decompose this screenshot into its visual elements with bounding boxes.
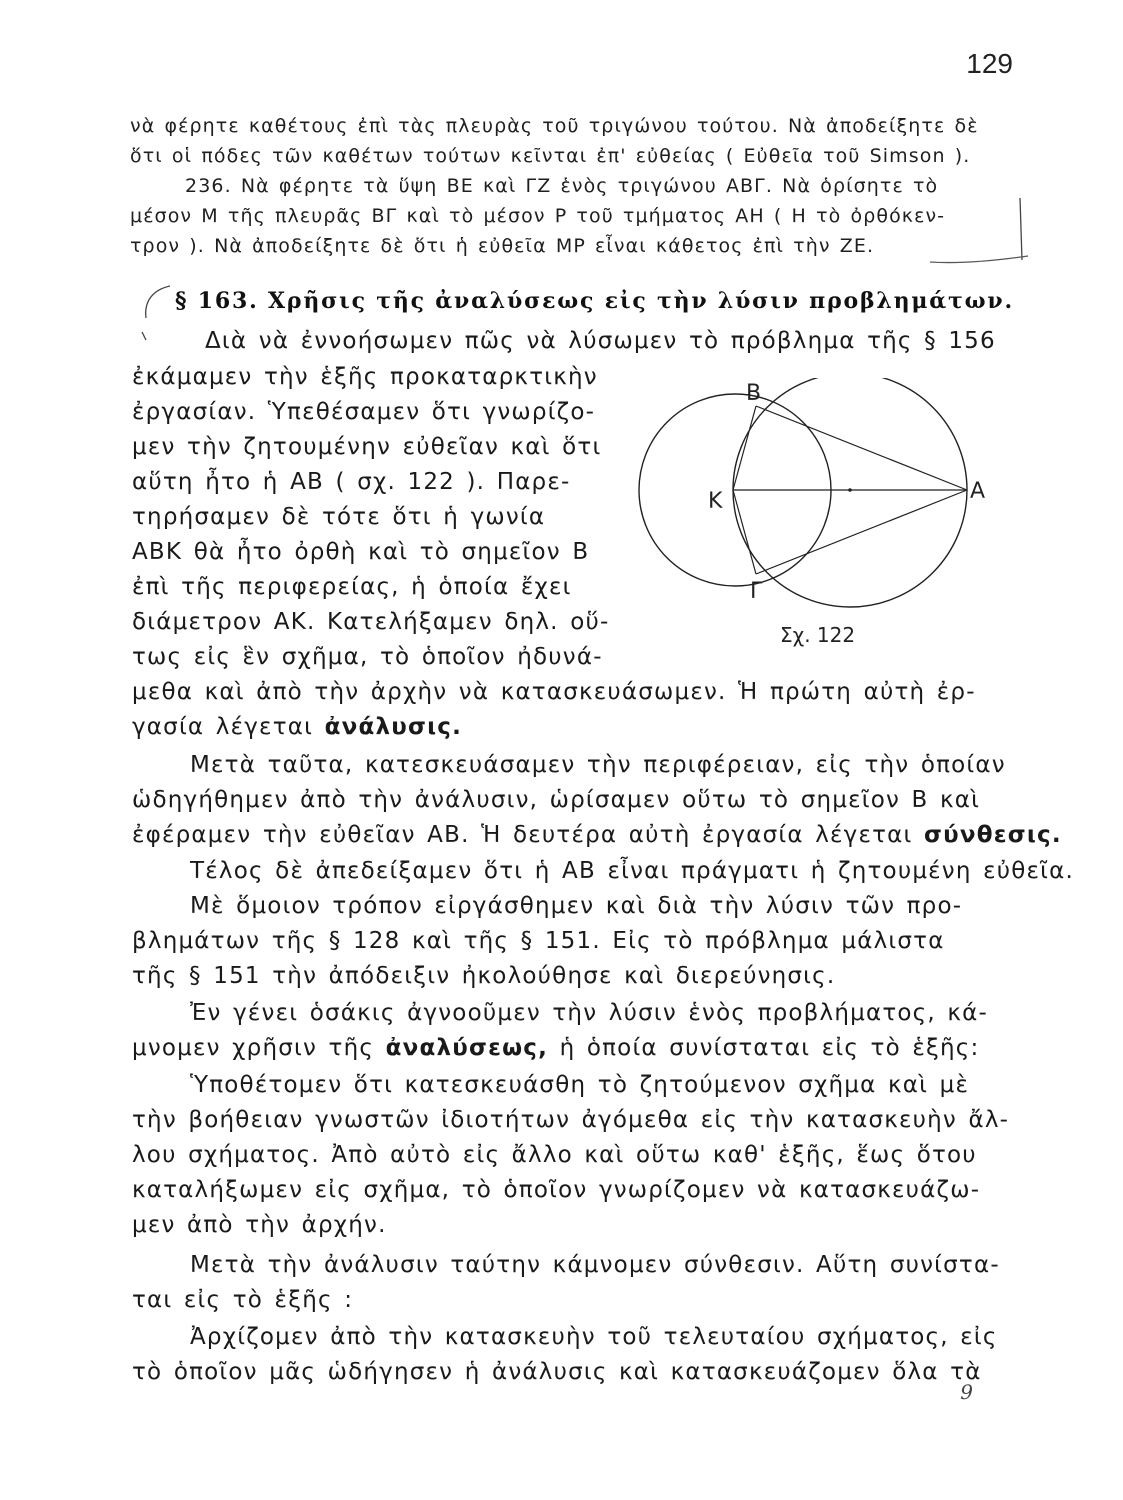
exercise-line: ὅτι οἱ πόδες τῶν καθέτων τούτων κεῖνται ἐπ' εὐθείας ( Εὐθεῖα τοῦ Simson ). (130, 145, 971, 167)
body-line: ὡδηγήθημεν ἀπὸ τὴν ἀνάλυσιν, ὡρίσαμεν οὕτω τὸ σημεῖον Β καὶ (132, 787, 981, 813)
body-line: διάμετρον ΑΚ. Κατελήξαμεν δηλ. οὕ- (132, 609, 610, 635)
folio-mark: 9 (960, 1380, 973, 1404)
general-prefix: μνομεν χρῆσιν τῆς (132, 1035, 375, 1061)
center-point (848, 488, 852, 492)
label-a: Α (970, 479, 986, 504)
body-line: Μετὰ τὴν ἀνάλυσιν ταύτην κάμνομεν σύνθεσιν. Αὕτη συνίστα- (190, 1252, 1000, 1278)
exercise-line: τρον ). Νὰ ἀποδείξητε δὲ ὅτι ἡ εὐθεῖα ΜΡ εἶναι κάθετος ἐπὶ τὴν ΖΕ. (130, 235, 875, 257)
body-line: αὕτη ἦτο ἡ ΑΒ ( σχ. 122 ). Παρε- (132, 469, 571, 495)
body-line: Διὰ νὰ ἐννοήσωμεν πῶς νὰ λύσωμεν τὸ πρόβλημα τῆς § 156 (205, 328, 996, 354)
label-k: Κ (708, 489, 723, 514)
body-line: καταλήξωμεν εἰς σχῆμα, τὸ ὁποῖον γνωρίζομεν νὰ κατασκευάζω- (132, 1177, 981, 1203)
synthesis-prefix: ἐφέραμεν τὴν εὐθεῖαν ΑΒ. Ἡ δευτέρα αὐτὴ ἐργασία λέγεται (132, 822, 913, 848)
analysis-prefix: γασία λέγεται (132, 714, 314, 740)
figure-122 (632, 378, 1012, 658)
body-line: μεν τὴν ζητουμένην εὐθεῖαν καὶ ὅτι (132, 434, 602, 460)
body-line (132, 820, 1062, 850)
label-g: Γ (750, 579, 763, 604)
body-line (132, 712, 462, 742)
line-kg (733, 490, 756, 574)
body-line: Τέλος δὲ ἀπεδείξαμεν ὅτι ἡ ΑΒ εἶναι πράγματι ἡ ζητουμένη εὐθεῖα. (190, 858, 1075, 884)
figure-caption: Σχ. 122 (780, 623, 856, 647)
body-line: Ἀρχίζομεν ἀπὸ τὴν κατασκευὴν τοῦ τελευταίου σχήματος, εἰς (190, 1324, 998, 1350)
page-number: 129 (966, 48, 1013, 79)
body-line: τῆς § 151 τὴν ἀπόδειξιν ἠκολούθησε καὶ διερεύνησις. (132, 963, 836, 989)
body-line: τηρήσαμεν δὲ τότε ὅτι ἡ γωνία (132, 504, 546, 530)
analysis-term: ἀνάλυσις. (324, 714, 463, 740)
body-line: Ἐν γένει ὁσάκις ἀγνοοῦμεν τὴν λύσιν ἑνὸς προβλήματος, κά- (190, 1000, 988, 1026)
exercise-line: 236. Νὰ φέρητε τὰ ὕψη ΒΕ καὶ ΓΖ ἑνὸς τριγώνου ΑΒΓ. Νὰ ὁρίσητε τὸ (185, 175, 939, 197)
body-line: ται εἰς τὸ ἑξῆς : (132, 1287, 354, 1313)
body-line: λου σχήματος. Ἀπὸ αὐτὸ εἰς ἄλλο καὶ οὕτω καθ' ἑξῆς, ἕως ὅτου (132, 1142, 977, 1168)
body-line: Μετὰ ταῦτα, κατεσκευάσαμεν τὴν περιφέρειαν, εἰς τὴν ὁποίαν (190, 752, 1006, 778)
body-line: βλημάτων τῆς § 128 καὶ τῆς § 151. Εἰς τὸ πρόβλημα μάλιστα (132, 928, 945, 954)
exercise-line: νὰ φέρητε καθέτους ἐπὶ τὰς πλευρὰς τοῦ τριγώνου τούτου. Νὰ ἀποδείξητε δὲ (130, 115, 979, 137)
circle-diameter-ka (733, 378, 967, 607)
body-line: τὴν βοήθειαν γνωστῶν ἰδιοτήτων ἀγόμεθα εἰς τὴν κατασκευὴν ἄλ- (132, 1107, 1010, 1133)
label-b: Β (746, 381, 762, 406)
body-line: ΑΒΚ θὰ ἦτο ὀρθὴ καὶ τὸ σημεῖον Β (132, 539, 590, 565)
line-kb (733, 406, 756, 490)
general-suffix: ἡ ὁποία συνίσταται εἰς τὸ ἑξῆς: (559, 1035, 980, 1061)
body-line: Ὑποθέτομεν ὅτι κατεσκευάσθη τὸ ζητούμενον σχῆμα καὶ μὲ (190, 1072, 970, 1098)
section-title: Χρῆσις τῆς ἀναλύσεως εἰς τὴν λύσιν προβλημάτων. (268, 288, 1014, 314)
body-line: τὸ ὁποῖον μᾶς ὡδήγησεν ἡ ἀνάλυσις καὶ κατασκευάζομεν ὅλα τὰ (132, 1359, 982, 1385)
synthesis-term: σύνθεσις. (924, 822, 1062, 848)
body-line: μεθα καὶ ἀπὸ τὴν ἀρχὴν νὰ κατασκευάσωμεν. Ἡ πρώτη αὐτὴ ἐρ- (132, 679, 976, 705)
exercise-line: μέσον Μ τῆς πλευρᾶς ΒΓ καὶ τὸ μέσον Ρ τοῦ τμήματος ΑΗ ( Η τὸ ὀρθόκεν- (130, 205, 946, 227)
pencil-bracket-mark (930, 190, 1040, 280)
body-line: τως εἰς ἓν σχῆμα, τὸ ὁποῖον ἠδυνά- (132, 644, 603, 670)
section-number: § 163. (175, 288, 259, 314)
body-line: Μὲ ὅμοιον τρόπον εἰργάσθημεν καὶ διὰ τὴν λύσιν τῶν προ- (190, 893, 963, 919)
body-line: ἐπὶ τῆς περιφερείας, ἡ ὁποία ἔχει (132, 574, 572, 600)
body-line: μεν ἀπὸ τὴν ἀρχήν. (132, 1212, 387, 1238)
line-ba (756, 406, 967, 490)
body-line (132, 1033, 979, 1063)
body-line: ἐργασίαν. Ὑπεθέσαμεν ὅτι γνωρίζο- (132, 399, 596, 425)
general-term: ἀναλύσεως, (385, 1035, 549, 1061)
body-line: ἐκάμαμεν τὴν ἑξῆς προκαταρκτικὴν (132, 364, 598, 390)
section-heading (175, 288, 1014, 314)
line-ga (756, 490, 967, 574)
